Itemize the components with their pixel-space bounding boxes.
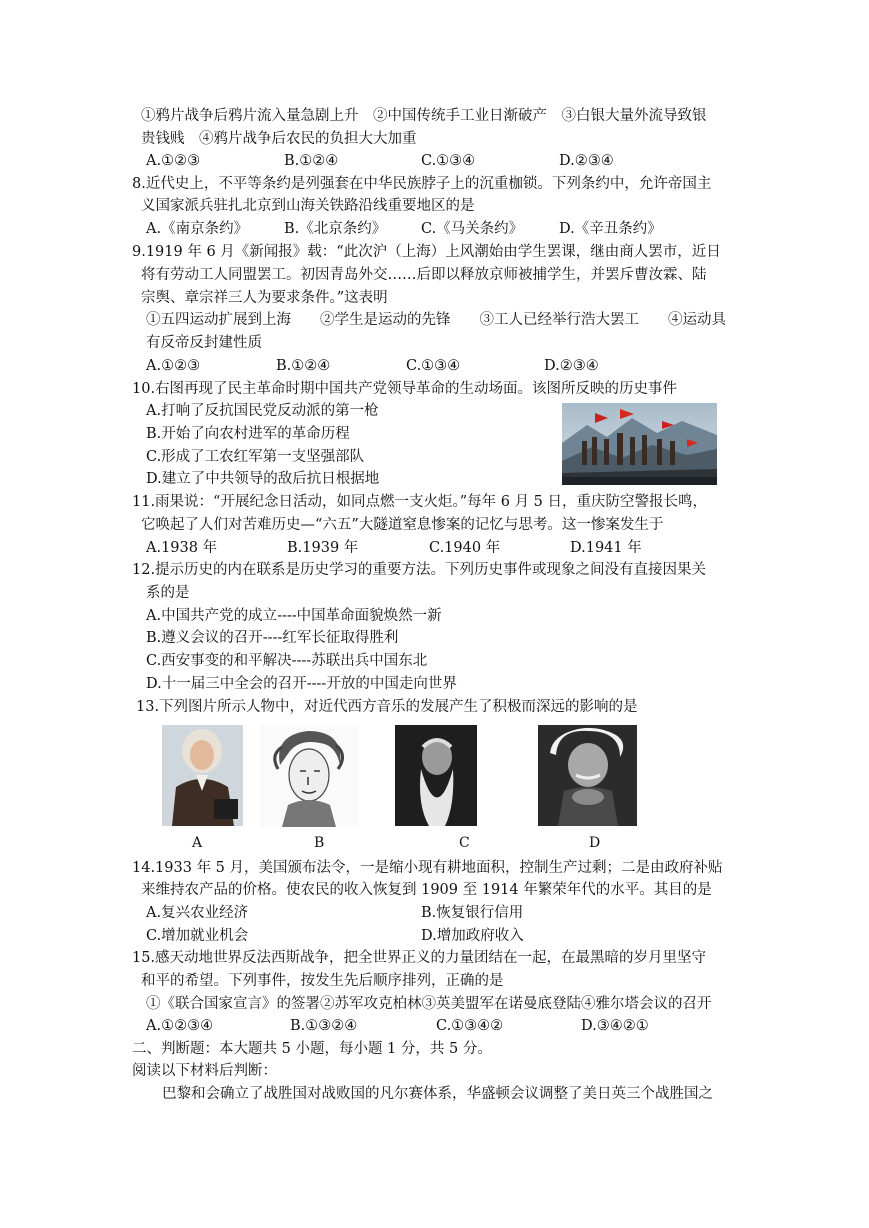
q10-option-a: A.打响了反抗国民党反动派的第一枪	[146, 403, 379, 419]
q14-question-line-2: 来维持农产品的价格。使农民的收入恢复到 1909 至 1914 年繁荣年代的水平。其目的是	[141, 882, 712, 898]
portrait-b-image	[260, 725, 358, 827]
q11-question-line-2: 它唤起了人们对苦难历史—“六五”大隧道窒息惨案的记忆与思考。这一惨案发生于	[141, 517, 664, 533]
q12-option-c: C.西安事变的和平解决----苏联出兵中国东北	[146, 653, 428, 669]
q9-option-b: B.①②④	[276, 358, 331, 374]
q7-option-a: A.①②③	[146, 153, 201, 169]
q15-option-b: B.①③②④	[290, 1018, 358, 1034]
q14-option-b: B.恢复银行信用	[421, 905, 524, 921]
q15-question-line-1: 15.感天动地世界反法西斯战争，把全世界正义的力量团结在一起，在最黑暗的岁月里坚守	[132, 950, 707, 966]
q10-option-d: D.建立了中共领导的敌后抗日根据地	[146, 471, 380, 487]
q10-revolution-painting	[562, 403, 717, 485]
portrait-c-label: C	[459, 835, 470, 851]
portrait-d-label: D	[589, 835, 601, 851]
q9-question-line-2: 将有劳动工人同盟罢工。初因青岛外交……后即以释放京师被捕学生，并罢斥曹汝霖、陆	[141, 267, 707, 283]
q9-option-d: D.②③④	[544, 358, 599, 374]
portrait-d-image	[538, 725, 637, 826]
portrait-a-image	[162, 725, 243, 826]
portrait-b-label: B	[314, 835, 325, 851]
q9-question-line-1: 9.1919 年 6 月《新闻报》载：“此次沪（上海）上风潮始由学生罢课，继由商人罢市，近日	[132, 244, 721, 260]
q7-option-b: B.①②④	[284, 153, 339, 169]
q10-option-b: B.开始了向农村进军的革命历程	[146, 426, 350, 442]
q11-option-d: D.1941 年	[570, 540, 642, 556]
q9-statement-line-1: ①五四运动扩展到上海 ②学生是运动的先锋 ③工人已经举行浩大罢工 ④运动具	[146, 312, 726, 328]
q14-option-a: A.复兴农业经济	[146, 905, 249, 921]
q12-option-d: D.十一届三中全会的召开----开放的中国走向世界	[146, 676, 457, 692]
q12-question-line-2: 系的是	[146, 585, 190, 601]
q12-option-b: B.遵义会议的召开----红军长征取得胜利	[146, 630, 399, 646]
portrait-c-image	[395, 725, 477, 826]
q9-statement-line-2: 有反帝反封建性质	[146, 335, 262, 351]
section-2-instruction: 阅读以下材料后判断：	[132, 1063, 277, 1079]
q15-question-line-2: 和平的希望。下列事件，按发生先后顺序排列，正确的是	[141, 973, 504, 989]
q7-option-d: D.②③④	[559, 153, 614, 169]
q8-option-d: D.《辛丑条约》	[559, 221, 662, 237]
section-2-passage: 巴黎和会确立了战胜国对战败国的凡尔赛体系，华盛顿会议调整了美日英三个战胜国之	[162, 1086, 713, 1102]
q14-option-d: D.增加政府收入	[421, 928, 524, 944]
q7-statement-line-1: ①鸦片战争后鸦片流入量急剧上升 ②中国传统手工业日渐破产 ③白银大量外流导致银	[141, 108, 707, 124]
portrait-a-label: A	[192, 835, 203, 851]
q11-option-b: B.1939 年	[287, 540, 359, 556]
q9-option-a: A.①②③	[146, 358, 201, 374]
q13-question-line-1: 13.下列图片所示人物中，对近代西方音乐的发展产生了积极而深远的影响的是	[136, 699, 638, 715]
q12-question-line-1: 12.提示历史的内在联系是历史学习的重要方法。下列历史事件或现象之间没有直接因果关	[132, 562, 707, 578]
q9-question-line-3: 宗舆、章宗祥三人为要求条件。”这表明	[141, 290, 388, 306]
q7-statement-line-2: 贵钱贱 ④鸦片战争后农民的负担大大加重	[141, 131, 417, 147]
q7-option-c: C.①③④	[421, 153, 476, 169]
q10-question-line-1: 10.右图再现了民主革命时期中国共产党领导革命的生动场面。该图所反映的历史事件	[132, 381, 678, 397]
q14-question-line-1: 14.1933 年 5 月，美国颁布法令，一是缩小现有耕地面积，控制生产过剩；二是由政府补贴	[132, 860, 723, 876]
q11-question-line-1: 11.雨果说：“开展纪念日活动，如同点燃一支火炬。”每年 6 月 5 日，重庆防空警报长鸣，	[132, 494, 708, 510]
section-2-heading: 二、判断题：本大题共 5 小题，每小题 1 分，共 5 分。	[132, 1041, 492, 1057]
q15-option-c: C.①③④②	[436, 1018, 504, 1034]
q9-option-c: C.①③④	[406, 358, 461, 374]
q15-option-a: A.①②③④	[146, 1018, 214, 1034]
q8-option-b: B.《北京条约》	[284, 221, 387, 237]
q14-option-c: C.增加就业机会	[146, 928, 249, 944]
q8-question-line-1: 8.近代史上，不平等条约是列强套在中华民族脖子上的沉重枷锁。下列条约中，允许帝国主	[132, 176, 712, 192]
q8-option-c: C.《马关条约》	[421, 221, 524, 237]
q8-question-line-2: 义国家派兵驻扎北京到山海关铁路沿线重要地区的是	[141, 198, 475, 214]
q11-option-c: C.1940 年	[429, 540, 501, 556]
q12-option-a: A.中国共产党的成立----中国革命面貌焕然一新	[146, 608, 442, 624]
q11-option-a: A.1938 年	[146, 540, 218, 556]
q8-option-a: A.《南京条约》	[146, 221, 249, 237]
q10-option-c: C.形成了工农红军第一支坚强部队	[146, 449, 365, 465]
q15-statement-line: ①《联合国家宣言》的签署②苏军攻克柏林③英美盟军在诺曼底登陆④雅尔塔会议的召开	[146, 996, 712, 1012]
q15-option-d: D.③④②①	[581, 1018, 649, 1034]
